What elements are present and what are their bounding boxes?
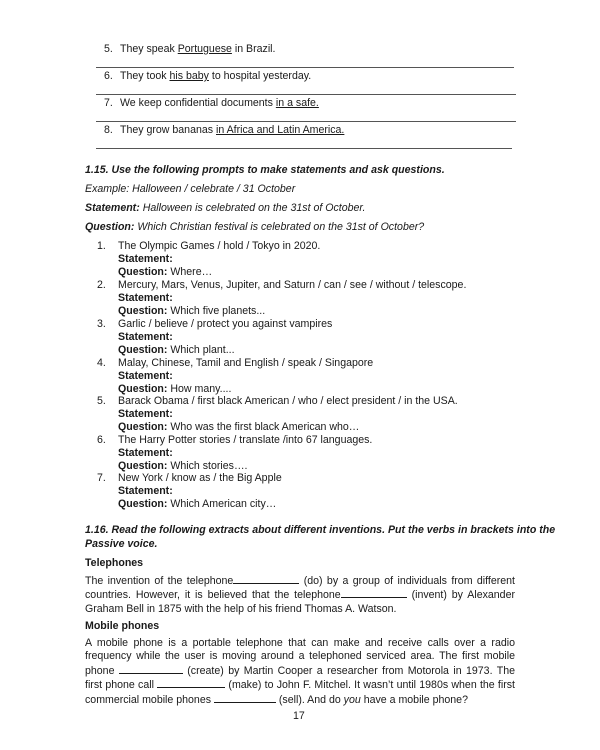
item-statement-label: Statement: bbox=[118, 408, 173, 420]
item-number: 1. bbox=[97, 240, 106, 252]
example-question: Question: Which Christian festival is celebrated on the 31st of October? bbox=[85, 221, 425, 233]
item-statement-label: Statement: bbox=[118, 331, 173, 343]
sentence-text: They speak Portuguese in Brazil. bbox=[120, 43, 276, 55]
mobile-phones-paragraph: A mobile phone is a portable telephone that can make and receive calls over a radio frequency while the user is moving around a telephoned serviced area. The first mobile phone (create) by Martin Cooper a researcher from Motorola in 1973. The first phone call (make) to John F. Mitchel. It wasn’t until 1980s when the first commercial mobile phones (sell). And do you have a mobile phone? bbox=[85, 637, 516, 706]
item-prompt: Malay, Chinese, Tamil and English / speak / Singapore bbox=[118, 357, 374, 369]
item-prompt: Barack Obama / first black American / who / elect president / in the USA. bbox=[118, 395, 458, 407]
item-prompt: Garlic / believe / protect you against vampires bbox=[118, 318, 333, 330]
sentence-number: 7. bbox=[104, 97, 113, 109]
sentence-number: 6. bbox=[104, 70, 113, 82]
item-statement-label: Statement: bbox=[118, 253, 173, 265]
telephones-paragraph: The invention of the telephone (do) by a group of individuals from different countries. However, it is believed that the telephone (invent) by Alexander Graham Bell in 1875 with the help of his friend Thomas A. Watson. bbox=[85, 575, 515, 615]
item-question: Question: Which plant... bbox=[118, 344, 235, 356]
item-number: 5. bbox=[97, 395, 106, 407]
gap-field[interactable] bbox=[214, 693, 276, 703]
item-question: Question: Which American city… bbox=[118, 498, 277, 510]
item-statement-label: Statement: bbox=[118, 485, 173, 497]
exercise-heading: 1.15. Use the following prompts to make statements and ask questions. bbox=[85, 164, 445, 176]
example-statement: Statement: Halloween is celebrated on the 31st of October. bbox=[85, 202, 366, 214]
sentence-text: We keep confidential documents in a safe. bbox=[120, 97, 319, 109]
item-statement-label: Statement: bbox=[118, 292, 173, 304]
answer-line bbox=[96, 67, 514, 68]
item-prompt: Mercury, Mars, Venus, Jupiter, and Saturn / can / see / without / telescope. bbox=[118, 279, 467, 291]
item-question: Question: Which five planets... bbox=[118, 305, 266, 317]
item-prompt: The Harry Potter stories / translate /into 67 languages. bbox=[118, 434, 373, 446]
item-statement-label: Statement: bbox=[118, 370, 173, 382]
item-question: Question: Who was the first black American who… bbox=[118, 421, 360, 433]
item-number: 2. bbox=[97, 279, 106, 291]
sentence-text: They grow bananas in Africa and Latin America. bbox=[120, 124, 345, 136]
section-title-telephones: Telephones bbox=[85, 557, 144, 569]
sentence-number: 5. bbox=[104, 43, 113, 55]
example-line: Example: Halloween / celebrate / 31 October bbox=[85, 183, 296, 195]
exercise-heading: 1.16. Read the following extracts about different inventions. Put the verbs in brackets into the bbox=[85, 524, 556, 536]
answer-line bbox=[96, 94, 516, 95]
page-number: 17 bbox=[293, 710, 305, 722]
gap-field[interactable] bbox=[233, 574, 299, 584]
gap-field[interactable] bbox=[119, 664, 183, 674]
sentence-text: They took his baby to hospital yesterday. bbox=[120, 70, 312, 82]
item-question: Question: Which stories…. bbox=[118, 460, 248, 472]
item-prompt: New York / know as / the Big Apple bbox=[118, 472, 282, 484]
item-number: 4. bbox=[97, 357, 106, 369]
item-prompt: The Olympic Games / hold / Tokyo in 2020. bbox=[118, 240, 321, 252]
item-number: 7. bbox=[97, 472, 106, 484]
answer-line bbox=[96, 148, 512, 149]
item-number: 3. bbox=[97, 318, 106, 330]
sentence-number: 8. bbox=[104, 124, 113, 136]
item-question: Question: Where… bbox=[118, 266, 213, 278]
section-title-mobile-phones: Mobile phones bbox=[85, 620, 160, 632]
gap-field[interactable] bbox=[157, 678, 225, 688]
gap-field[interactable] bbox=[341, 588, 407, 598]
item-question: Question: How many.... bbox=[118, 383, 232, 395]
item-statement-label: Statement: bbox=[118, 447, 173, 459]
exercise-heading-cont: Passive voice. bbox=[85, 538, 158, 550]
answer-line bbox=[96, 121, 516, 122]
item-number: 6. bbox=[97, 434, 106, 446]
